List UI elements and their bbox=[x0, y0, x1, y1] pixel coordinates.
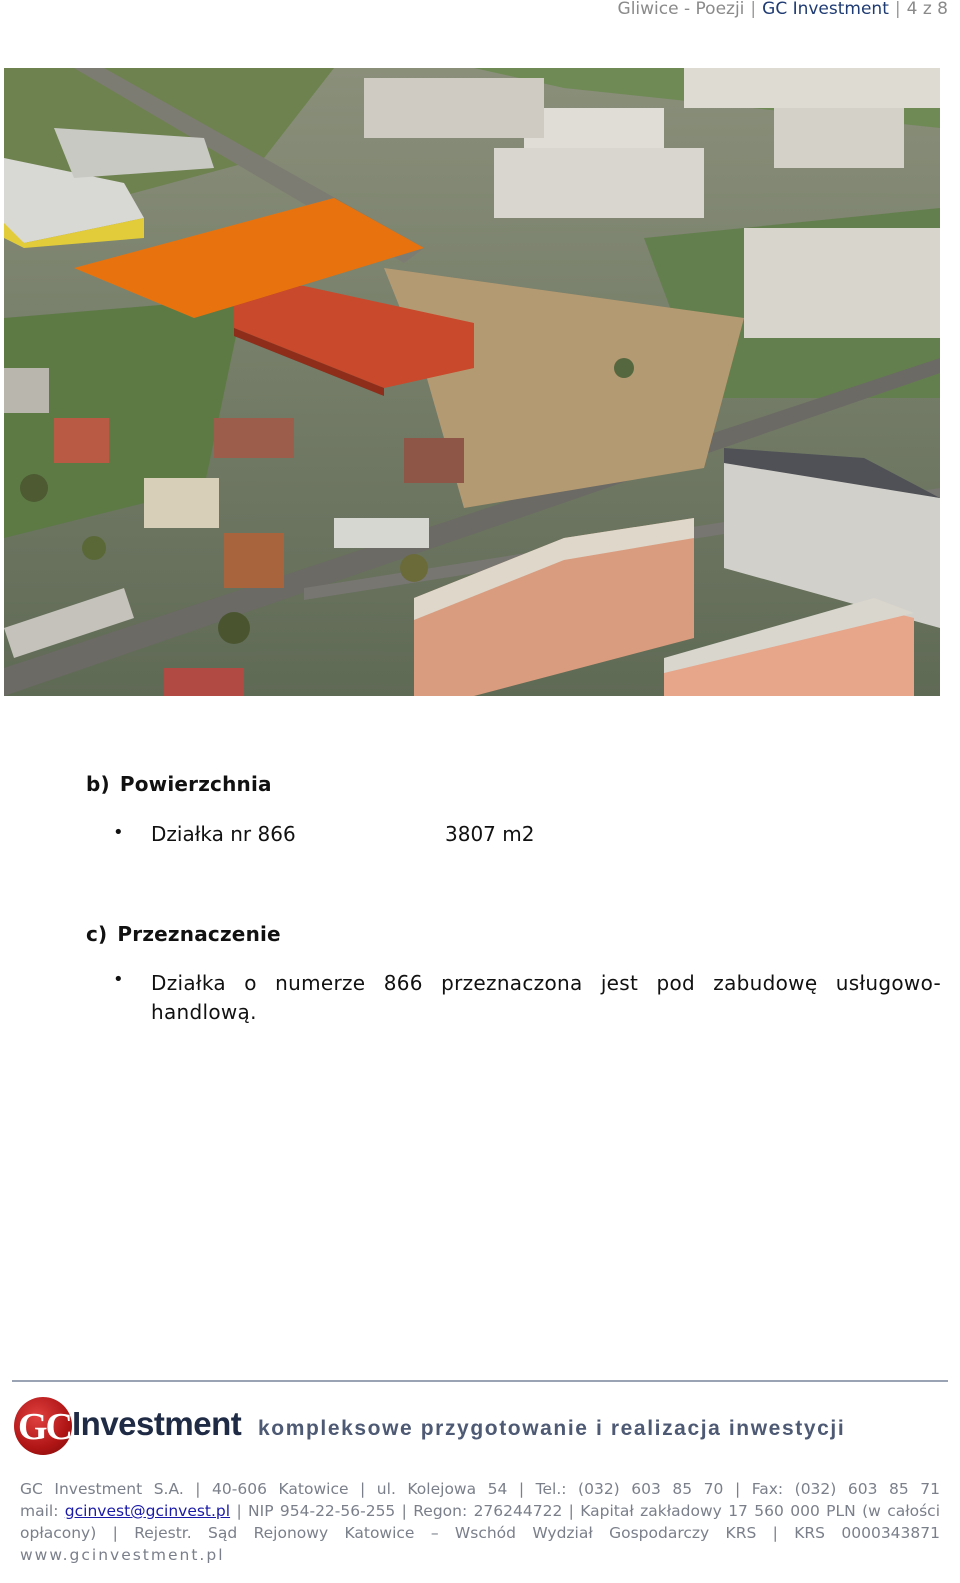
address-line-1: GC Investment S.A. | 40-606 Katowice | ul. Kolejowa 54 | Tel.: (032) 603 85 70 | Fax: (032) 603 85 71 bbox=[20, 1480, 940, 1498]
logo-wordmark: Investment bbox=[72, 1405, 242, 1442]
plot-area-value: 3807 m2 bbox=[445, 822, 535, 846]
registration-info: | NIP 954-22-56-255 | Regon: 276244722 | Kapitał zakładowy 17 560 000 PLN (w całości bbox=[230, 1502, 940, 1520]
list-item bbox=[113, 969, 941, 1027]
header-company: GC Investment bbox=[762, 0, 889, 19]
header-separator: | bbox=[750, 0, 757, 19]
aerial-photo-icon bbox=[4, 68, 940, 696]
section-b-marker: b) bbox=[86, 772, 110, 796]
footer-divider bbox=[12, 1380, 948, 1382]
company-logo bbox=[14, 1393, 944, 1463]
aerial-photo bbox=[4, 68, 940, 696]
address-line-3: opłacony) | Rejestr. Sąd Rejonowy Katowice – Wschód Wydział Gospodarczy KRS | KRS 0000343871 bbox=[20, 1524, 940, 1542]
plot-label: Działka nr 866 bbox=[151, 822, 296, 846]
header-separator: | bbox=[894, 0, 901, 19]
website-link[interactable]: www.gcinvestment.pl bbox=[20, 1546, 225, 1564]
header-place: Gliwice - Poezji bbox=[617, 0, 745, 19]
mail-prefix: mail: bbox=[20, 1502, 65, 1520]
section-b-title: Powierzchnia bbox=[119, 772, 272, 796]
section-c-marker: c) bbox=[86, 922, 108, 946]
purpose-text: • Działka o numerze 866 przeznaczona jest pod zabudowę usługowo-handlową. bbox=[151, 971, 941, 1024]
page-header bbox=[618, 0, 948, 20]
section-b-heading bbox=[86, 772, 272, 796]
address-line-2 bbox=[20, 1500, 940, 1522]
company-address-block bbox=[20, 1478, 940, 1566]
section-c-heading bbox=[86, 922, 281, 946]
email-link[interactable]: gcinvest@gcinvest.pl bbox=[64, 1502, 231, 1520]
logo-slogan: kompleksowe przygotowanie i realizacja inwestycji bbox=[258, 1417, 846, 1440]
header-page-number: 4 z 8 bbox=[906, 0, 948, 19]
section-c-title: Przeznaczenie bbox=[117, 922, 281, 946]
logo-gc-text: GC bbox=[18, 1406, 71, 1448]
